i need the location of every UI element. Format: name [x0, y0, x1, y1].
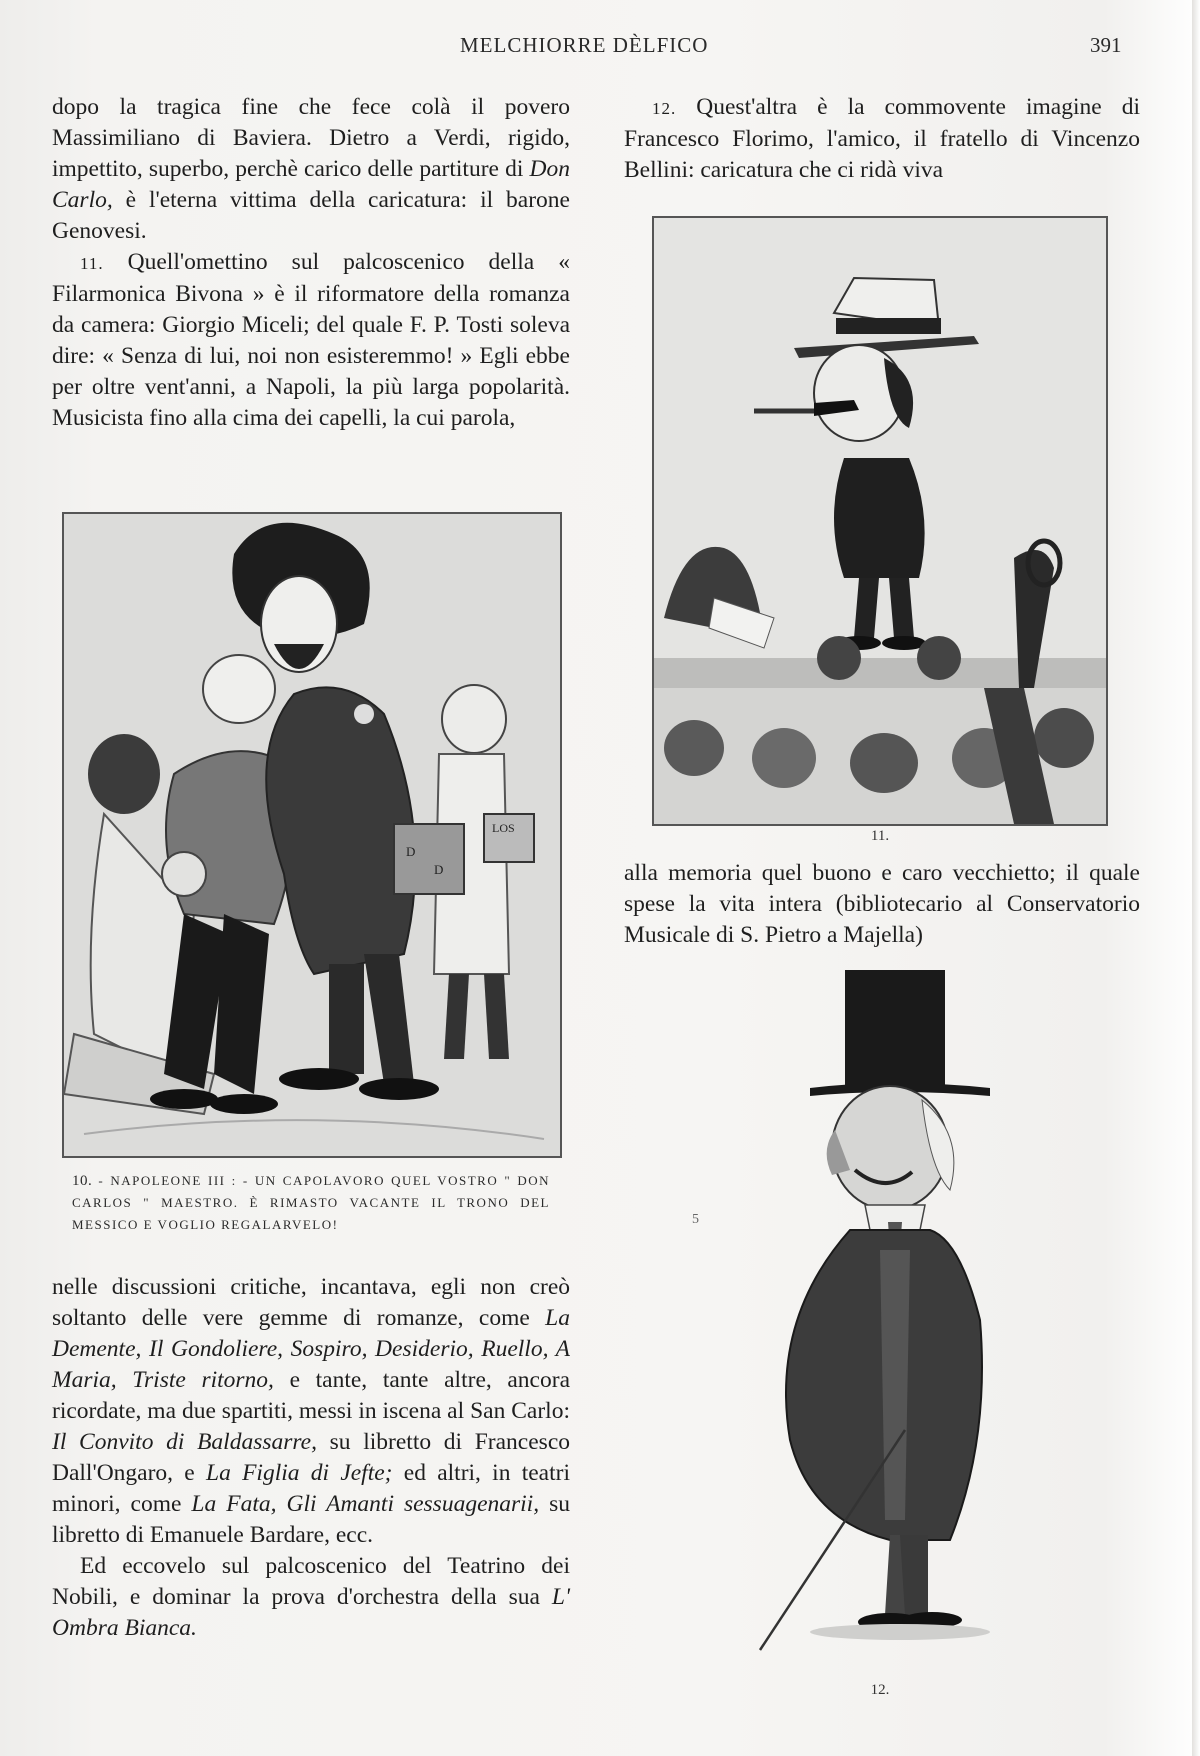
paragraph: dopo la tragica fine che fece colà il povero Massimiliano di Baviera. Dietro a Verdi, rigido, impettito, superbo, perchè carico delle partiture di Don Carlo, è l'eterna vittima della caricatura: il barone Genovesi. — [52, 94, 570, 244]
caricature-napoleon-verdi — [64, 514, 560, 1156]
page-edge-shade — [1192, 0, 1200, 1756]
right-column-mid — [624, 858, 1140, 951]
running-title: MELCHIORRE DÈLFICO — [460, 33, 709, 57]
paragraph-12: 12. Quest'altra è la commovente imagine di Francesco Florimo, l'amico, il fratello di Vincenzo Bellini: caricatura che ci ridà viva — [624, 94, 1140, 183]
figure-12-label: 12. — [870, 1682, 890, 1698]
right-column-top — [624, 92, 1140, 186]
paragraph: alla memoria quel buono e caro vecchietto; il quale spese la vita intera (bibliotecario al Conservatorio Musicale di S. Pietro a Majella) — [624, 860, 1140, 948]
score-spine-label: D — [406, 844, 416, 859]
figure-10-illustration — [62, 512, 562, 1158]
figure-10-caption: 10. - NAPOLEONE III : - UN CAPOLAVORO QUEL VOSTRO " DON CARLOS " MAESTRO. È RIMASTO VACANTE IL TRONO DEL MESSICO E VOGLIO REGALARVELO! — [72, 1173, 550, 1232]
paragraph: nelle discussioni critiche, incantava, egli non creò soltanto delle vere gemme di romanze, come La Demente, Il Gondoliere, Sospiro, Desiderio, Ruello, A Maria, Triste ritorno, e tante, tante altre, ancora ricordate, ma due spartiti, messi in iscena al San Carlo: Il Convito di Baldassarre, su libretto di Francesco Dall'Ongaro, e La Figlia di Jefte; ed altri, in teatri minori, come La Fata, Gli Amanti sessuagenarii, su libretto di Emanuele Bardare, ecc. — [52, 1274, 570, 1548]
figure-11-illustration — [652, 216, 1108, 826]
figure-11-label: 11. — [870, 828, 890, 844]
page-number: 391 — [1090, 33, 1122, 57]
left-column-top — [52, 92, 570, 434]
caricature-florimo — [650, 960, 1120, 1660]
paragraph: Ed eccovelo sul palcoscenico del Teatrino dei Nobili, e dominar la prova d'orchestra della sua L' Ombra Bianca. — [52, 1553, 570, 1641]
stray-mark: 5 — [692, 1212, 699, 1227]
figure-12-illustration — [650, 960, 1120, 1660]
left-column-bottom — [52, 1272, 570, 1644]
caricature-miceli-stage — [654, 218, 1106, 824]
running-head — [0, 33, 1200, 63]
score-cover-label: LOS — [492, 821, 515, 835]
score-spine-label: D — [434, 862, 444, 877]
paragraph-11: 11. Quell'omettino sul palcoscenico della « Filarmonica Bivona » è il riformatore della romanza da camera: Giorgio Miceli; del quale F. P. Tosti soleva dire: « Senza di lui, noi non esisteremmo! » Egli ebbe per oltre vent'anni, a Napoli, la più larga popolarità. Musicista fino alla cima dei capelli, la cui parola, — [52, 249, 570, 431]
